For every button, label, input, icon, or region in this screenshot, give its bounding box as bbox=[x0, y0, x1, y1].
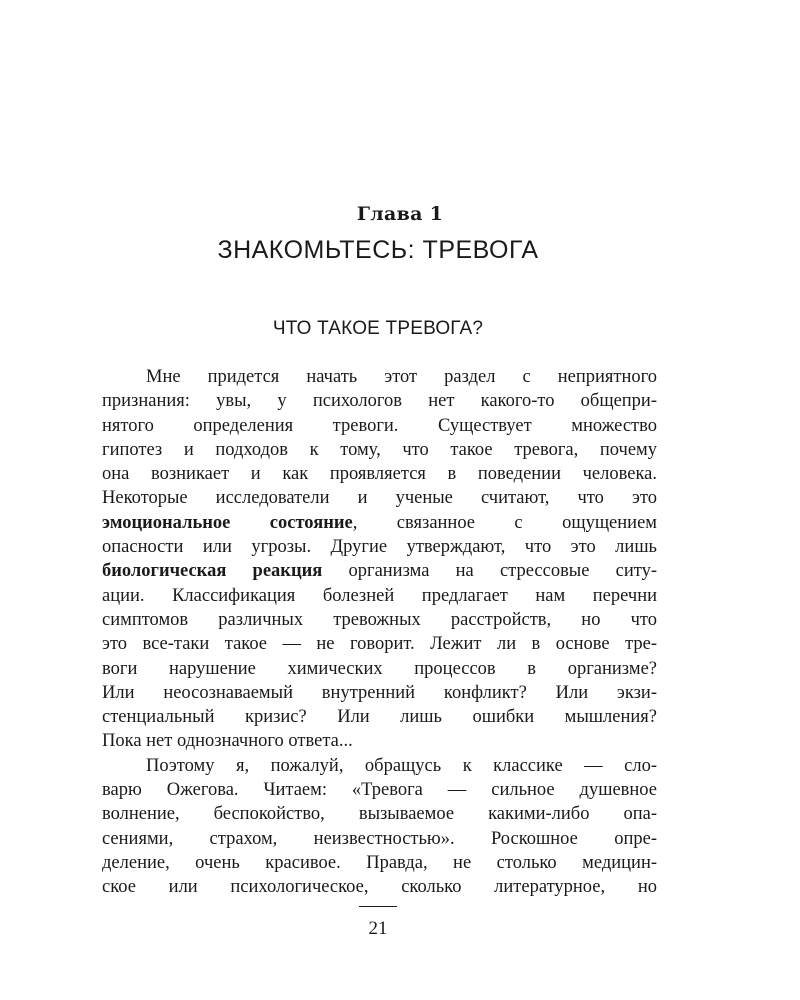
text-line: ации. Классификация болезней предлагает нам перечни bbox=[102, 585, 657, 606]
body-text bbox=[102, 365, 657, 900]
text-line: это все-таки такое — не говорит. Лежит ли в основе тре- bbox=[102, 634, 657, 655]
text-line: Или неосознаваемый внутренний конфликт? Или экзи- bbox=[102, 682, 657, 703]
chapter-title: ЗНАКОМЬТЕСЬ: ТРЕВОГА bbox=[217, 236, 539, 264]
bold-term: биологическая реакция bbox=[102, 561, 323, 582]
section-title: ЧТО ТАКОЕ ТРЕВОГА? bbox=[272, 318, 484, 339]
text-line: Некоторые исследователи и ученые считают, что это bbox=[102, 488, 657, 509]
text-line: ское или психологическое, сколько литературное, но bbox=[102, 877, 657, 898]
text-line: волнение, беспокойство, вызываемое какими-либо опа- bbox=[102, 804, 657, 825]
text-line: варю Ожегова. Читаем: «Тревога — сильное душевное bbox=[102, 780, 657, 801]
text-line: Пока нет однозначного ответа... bbox=[102, 731, 353, 752]
text-line: нятого определения тревоги. Существует множество bbox=[102, 415, 657, 436]
text-line: биологическая реакция организма на стрессовые ситу- bbox=[102, 561, 657, 582]
text-line: гипотез и подходов к тому, что такое тревога, почему bbox=[102, 439, 657, 460]
text-line: опасности или угрозы. Другие утверждают, что это лишь bbox=[102, 537, 657, 558]
chapter-number: Глава 1 bbox=[356, 203, 444, 225]
text-line: симптомов различных тревожных расстройств, но что bbox=[102, 609, 657, 630]
text-line: Мне придется начать этот раздел с неприятного bbox=[146, 367, 657, 387]
text-line: воги нарушение химических процессов в организме? bbox=[102, 658, 657, 679]
text-line: стенциальный кризис? Или лишь ошибки мышления? bbox=[102, 707, 657, 728]
footer-divider bbox=[359, 906, 397, 907]
text-line: эмоциональное состояние, связанное с ощущением bbox=[102, 512, 657, 533]
text-line: признания: увы, у психологов нет какого-то общепри- bbox=[102, 391, 657, 412]
text-line: сениями, страхом, неизвестностью». Роскошное опре- bbox=[102, 828, 657, 849]
bold-term: эмоциональное состояние bbox=[102, 512, 353, 533]
page-number: 21 bbox=[368, 918, 388, 939]
text-line: деление, очень красивое. Правда, не столько медицин- bbox=[102, 852, 657, 873]
text-line: она возникает и как проявляется в поведении человека. bbox=[102, 464, 657, 485]
text-line: Поэтому я, пожалуй, обращусь к классике — сло- bbox=[146, 755, 657, 776]
